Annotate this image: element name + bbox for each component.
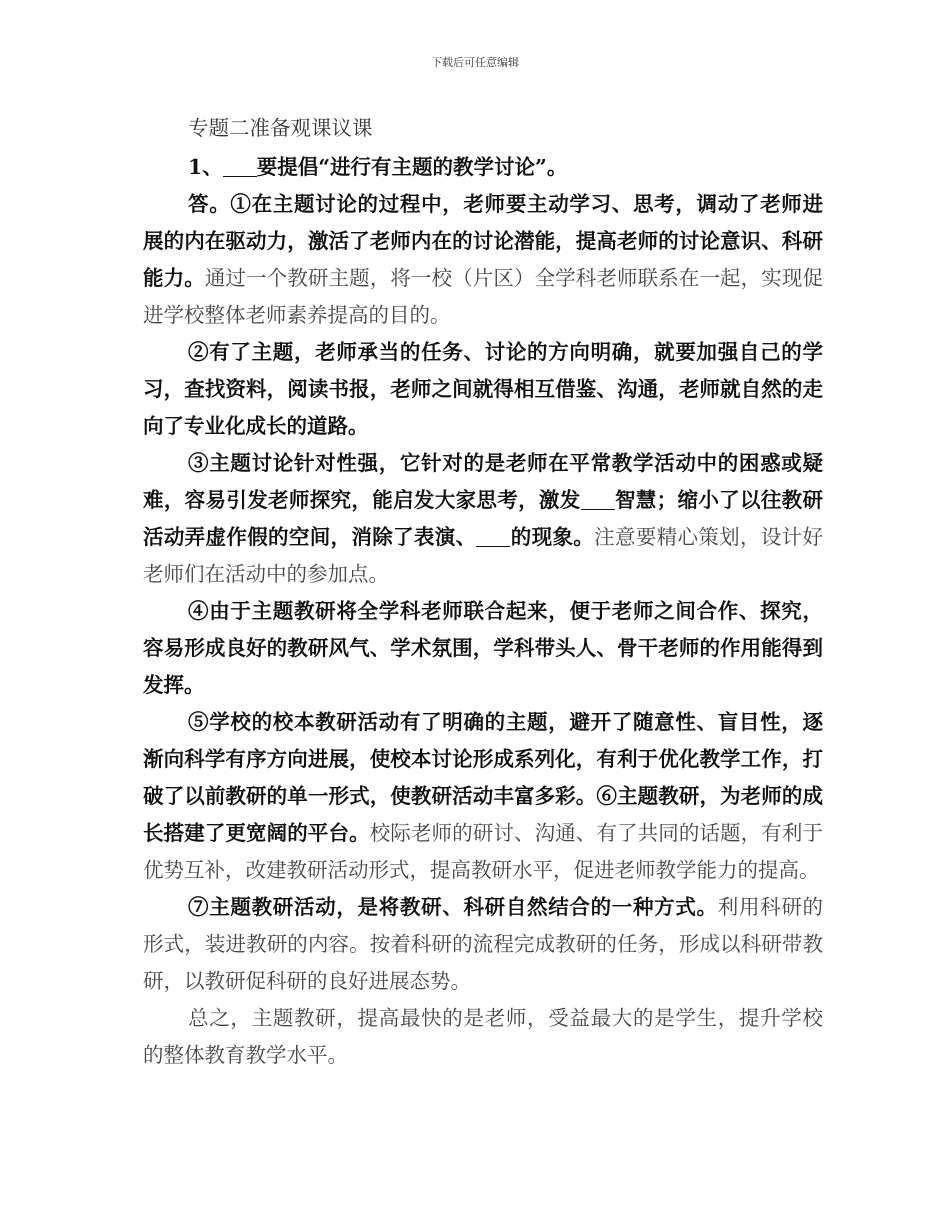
section-title: 专题二准备观课议课 — [188, 116, 373, 140]
paragraph-4-bold: ④由于主题教研将全学科老师联合起来，便于老师之间合作、探究，容易形成良好的教研风气、学术氛围，学科带头人、骨干老师的作用能得到发挥。 — [143, 599, 823, 697]
paragraph-1-normal: 通过一个教研主题，将一校（片区）全学科老师联系在一起，实现促进学校整体老师素养提高的目的。 — [143, 266, 823, 327]
paragraph-4 — [143, 593, 823, 704]
paragraph-2 — [143, 334, 823, 445]
paragraph-6 — [143, 889, 823, 1000]
paragraph-3 — [143, 445, 823, 593]
paragraph-3-bold-b: 智慧；缩小了以往教研活动弄虚作假的空间，消除了表演、 — [143, 488, 824, 549]
paragraph-3-bold-c: 的现象。 — [510, 525, 595, 549]
paragraph-1-bold: 答。①在主题讨论的过程中，老师要主动学习、思考，调动了老师进展的内在驱动力，激活了老师内在的讨论潜能，提高老师的讨论意识、科研能力。 — [143, 192, 823, 290]
paragraph-7 — [143, 1000, 823, 1074]
document-body — [143, 110, 823, 1074]
paragraph-5-normal: 校际老师的研讨、沟通、有了共同的话题，有利于优势互补，改建教研活动形式，提高教研水平，促进老师教学能力的提高。 — [143, 821, 823, 882]
paragraph-6-normal: 利用科研的形式，装进教研的内容。按着科研的流程完成教研的任务，形成以科研带教研，以教研促科研的良好进展态势。 — [143, 895, 824, 993]
fill-blank — [476, 526, 510, 548]
paragraph-5 — [143, 704, 823, 889]
paragraph-5-bold: ⑤学校的校本教研活动有了明确的主题，避开了随意性、盲目性，逐渐向科学有序方向进展，使校本讨论形成系列化，有利于优化教学工作，打破了以前教研的单一形式，使教研活动丰富多彩。⑥主题教研，为老师的成长搭建了更宽阔的平台。 — [143, 710, 823, 845]
fill-blank — [581, 489, 615, 511]
paragraph-1 — [143, 186, 823, 334]
question-text: 要提倡“进行有主题的教学讨论”。 — [256, 155, 568, 179]
paragraph-6-bold: ⑦主题教研活动，是将教研、科研自然结合的一种方式。 — [188, 895, 718, 919]
paragraph-3-bold-a: ③主题讨论针对性强，它针对的是老师在平常教学活动中的困惑或疑难，容易引发老师探究，能启发大家思考，激发 — [143, 451, 823, 512]
paragraph-3-normal: 注意要精心策划，设计好老师们在活动中的参加点。 — [143, 525, 824, 586]
paragraph-2-bold: ②有了主题，老师承当的任务、讨论的方向明确，就要加强自己的学习，查找资料，阅读书报，老师之间就得相互借鉴、沟通，老师就自然的走向了专业化成长的道路。 — [143, 340, 823, 438]
paragraph-7-normal: 总之，主题教研，提高最快的是老师，受益最大的是学生，提升学校的整体教育教学水平。 — [143, 1006, 823, 1067]
fill-blank — [223, 156, 257, 178]
page-header: 下载后可任意编辑 — [431, 56, 519, 69]
question-number: 1、 — [188, 155, 223, 179]
question-heading — [143, 149, 823, 186]
